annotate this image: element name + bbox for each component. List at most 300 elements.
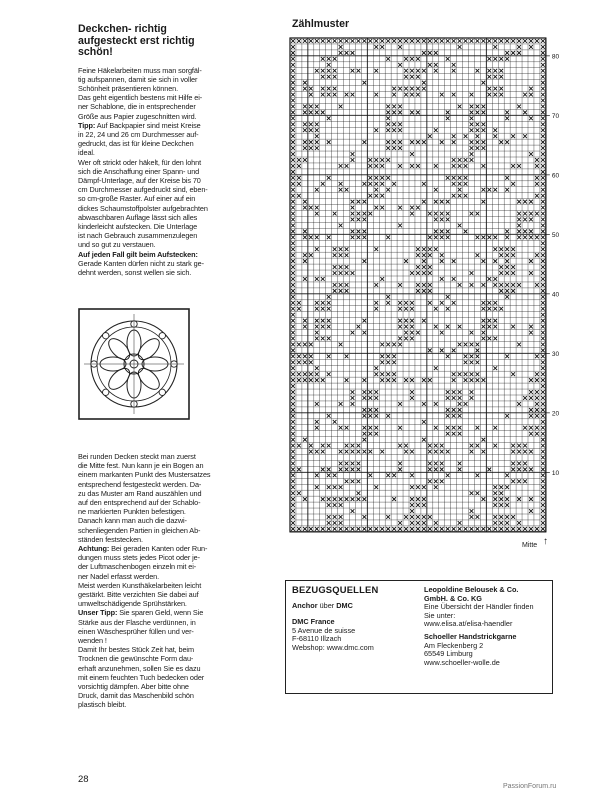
chart-stitch-x <box>380 277 384 281</box>
chart-stitch-x <box>374 39 378 43</box>
chart-stitch-x <box>345 444 349 448</box>
chart-stitch-x <box>505 140 509 144</box>
chart-stitch-x <box>470 491 474 495</box>
chart-stitch-x <box>487 39 491 43</box>
chart-stitch-x <box>291 182 295 186</box>
text-line: abwaschbaren Auflage lässt sich alles <box>78 212 198 222</box>
chart-stitch-x <box>493 39 497 43</box>
chart-stitch-x <box>291 134 295 138</box>
chart-stitch-x <box>499 283 503 287</box>
chart-stitch-x <box>541 402 545 406</box>
chart-stitch-x <box>440 218 444 222</box>
chart-stitch-x <box>416 164 420 168</box>
doily-petal <box>105 335 133 363</box>
chart-stitch-x <box>422 182 426 186</box>
chart-stitch-x <box>416 75 420 79</box>
chart-stitch-x <box>291 307 295 311</box>
chart-stitch-x <box>541 301 545 305</box>
chart-stitch-x <box>535 414 539 418</box>
chart-stitch-x <box>303 200 307 204</box>
chart-stitch-x <box>493 366 497 370</box>
chart-stitch-x <box>297 360 301 364</box>
chart-stitch-x <box>386 57 390 61</box>
chart-stitch-x <box>428 39 432 43</box>
sources-box <box>285 580 553 694</box>
chart-stitch-x <box>476 140 480 144</box>
chart-stitch-x <box>499 521 503 525</box>
chart-stitch-x <box>446 235 450 239</box>
chart-stitch-x <box>357 218 361 222</box>
chart-stitch-x <box>368 194 372 198</box>
chart-stitch-x <box>505 521 509 525</box>
chart-stitch-x <box>291 146 295 150</box>
chart-stitch-x <box>309 140 313 144</box>
sources-left <box>292 586 410 653</box>
chart-stitch-x <box>428 265 432 269</box>
chart-stitch-x <box>535 354 539 358</box>
chart-stitch-x <box>541 479 545 483</box>
chart-stitch-x <box>428 450 432 454</box>
chart-stitch-x <box>392 360 396 364</box>
text-line: ideal. <box>78 148 95 158</box>
chart-stitch-x <box>315 325 319 329</box>
chart-stitch-x <box>291 69 295 73</box>
chart-stitch-x <box>315 307 319 311</box>
chart-stitch-x <box>291 271 295 275</box>
chart-stitch-x <box>368 396 372 400</box>
chart-stitch-x <box>434 307 438 311</box>
chart-stitch-x <box>511 468 515 472</box>
chart-stitch-x <box>493 307 497 311</box>
chart-stitch-x <box>333 497 337 501</box>
chart-stitch-x <box>422 200 426 204</box>
chart-stitch-x <box>297 39 301 43</box>
chart-stitch-x <box>333 247 337 251</box>
chart-stitch-x <box>541 63 545 67</box>
chart-stitch-x <box>440 235 444 239</box>
chart-stitch-x <box>470 450 474 454</box>
chart-stitch-x <box>511 182 515 186</box>
chart-stitch-x <box>476 212 480 216</box>
chart-stitch-x <box>541 39 545 43</box>
chart-stitch-x <box>351 479 355 483</box>
chart-stitch-x <box>470 360 474 364</box>
chart-stitch-x <box>470 158 474 162</box>
chart-stitch-x <box>291 45 295 49</box>
chart-stitch-x <box>327 295 331 299</box>
chart-stitch-x <box>529 331 533 335</box>
chart-stitch-x <box>374 194 378 198</box>
chart-stitch-x <box>416 57 420 61</box>
chart-stitch-x <box>535 182 539 186</box>
chart-stitch-x <box>315 235 319 239</box>
chart-stitch-x <box>446 527 450 531</box>
chart-stitch-x <box>452 140 456 144</box>
text-line: Damit Ihr bestes Stück Zeit hat, beim <box>78 645 194 655</box>
chart-stitch-x <box>482 283 486 287</box>
chart-stitch-x <box>333 283 337 287</box>
chart-stitch-x <box>333 93 337 97</box>
chart-stitch-x <box>374 426 378 430</box>
doily-petal <box>135 335 163 363</box>
chart-stitch-x <box>303 128 307 132</box>
chart-stitch-x <box>339 51 343 55</box>
chart-stitch-x <box>464 176 468 180</box>
chart-stitch-x <box>386 39 390 43</box>
chart-stitch-x <box>386 301 390 305</box>
chart-stitch-x <box>297 491 301 495</box>
chart-stitch-x <box>499 75 503 79</box>
chart-stitch-x <box>303 343 307 347</box>
chart-stitch-x <box>386 473 390 477</box>
chart-stitch-x <box>511 462 515 466</box>
chart-stitch-x <box>357 444 361 448</box>
chart-stitch-x <box>315 473 319 477</box>
chart-stitch-x <box>458 527 462 531</box>
chart-stitch-x <box>422 527 426 531</box>
chart-stitch-x <box>374 182 378 186</box>
chart-stitch-x <box>386 158 390 162</box>
chart-stitch-x <box>291 366 295 370</box>
chart-stitch-x <box>482 307 486 311</box>
chart-stitch-x <box>363 331 367 335</box>
chart-stitch-x <box>470 331 474 335</box>
doily-template-illustration <box>78 308 190 420</box>
chart-stitch-x <box>464 343 468 347</box>
chart-stitch-x <box>434 39 438 43</box>
chart-stitch-x <box>291 325 295 329</box>
chart-stitch-x <box>309 206 313 210</box>
chart-stitch-x <box>327 75 331 79</box>
chart-stitch-x <box>535 378 539 382</box>
chart-stitch-x <box>392 146 396 150</box>
chart-stitch-x <box>398 301 402 305</box>
chart-stitch-x <box>493 87 497 91</box>
chart-stitch-x <box>374 390 378 394</box>
chart-stitch-x <box>291 241 295 245</box>
chart-stitch-x <box>452 378 456 382</box>
chart-stitch-x <box>511 265 515 269</box>
chart-stitch-x <box>309 253 313 257</box>
chart-stitch-x <box>410 212 414 216</box>
chart-stitch-x <box>321 75 325 79</box>
chart-stitch-x <box>291 140 295 144</box>
chart-stitch-x <box>380 372 384 376</box>
chart-stitch-x <box>505 485 509 489</box>
chart-stitch-x <box>291 438 295 442</box>
chart-stitch-x <box>434 164 438 168</box>
chart-stitch-x <box>291 170 295 174</box>
chart-stitch-x <box>505 230 509 234</box>
chart-stitch-x <box>327 521 331 525</box>
chart-stitch-x <box>321 319 325 323</box>
chart-stitch-x <box>327 116 331 120</box>
chart-stitch-x <box>541 194 545 198</box>
chart-stitch-x <box>529 200 533 204</box>
chart-stitch-x <box>404 301 408 305</box>
chart-stitch-x <box>363 230 367 234</box>
text-line: plastisch bleibt. <box>78 700 127 710</box>
chart-stitch-x <box>493 319 497 323</box>
chart-stitch-x <box>517 218 521 222</box>
chart-stitch-x <box>434 485 438 489</box>
chart-stitch-x <box>339 224 343 228</box>
chart-stitch-x <box>422 51 426 55</box>
chart-stitch-x <box>464 230 468 234</box>
chart-stitch-x <box>482 140 486 144</box>
chart-stitch-x <box>315 372 319 376</box>
chart-stitch-x <box>541 420 545 424</box>
chart-stitch-x <box>303 146 307 150</box>
chart-stitch-x <box>541 152 545 156</box>
chart-stitch-x <box>529 378 533 382</box>
chart-stitch-x <box>505 247 509 251</box>
chart-stitch-x <box>535 235 539 239</box>
chart-stitch-x <box>505 176 509 180</box>
row-label: 10 <box>551 469 560 477</box>
chart-stitch-x <box>404 337 408 341</box>
chart-stitch-x <box>487 319 491 323</box>
chart-stitch-x <box>452 93 456 97</box>
chart-stitch-x <box>398 206 402 210</box>
chart-stitch-x <box>327 527 331 531</box>
chart-stitch-x <box>315 206 319 210</box>
chart-stitch-x <box>470 39 474 43</box>
chart-stitch-x <box>529 235 533 239</box>
chart-stitch-x <box>374 158 378 162</box>
chart-stitch-x <box>458 468 462 472</box>
chart-stitch-x <box>309 378 313 382</box>
chart-stitch-x <box>464 164 468 168</box>
chart-stitch-x <box>446 230 450 234</box>
chart-stitch-x <box>499 503 503 507</box>
chart-stitch-x <box>452 432 456 436</box>
chart-stitch-x <box>315 426 319 430</box>
chart-stitch-x <box>327 497 331 501</box>
chart-stitch-x <box>339 462 343 466</box>
bold-heading: Auf jeden Fall gilt beim Aufstecken: <box>78 249 198 259</box>
chart-stitch-x <box>511 515 515 519</box>
chart-stitch-x <box>541 99 545 103</box>
chart-stitch-x <box>374 45 378 49</box>
chart-stitch-x <box>446 450 450 454</box>
chart-stitch-x <box>357 450 361 454</box>
chart-stitch-x <box>446 295 450 299</box>
chart-stitch-x <box>541 515 545 519</box>
chart-stitch-x <box>493 69 497 73</box>
chart-stitch-x <box>291 235 295 239</box>
chart-stitch-x <box>482 325 486 329</box>
headline-line: aufgesteckt erst richtig <box>78 34 195 47</box>
chart-stitch-x <box>434 128 438 132</box>
chart-stitch-x <box>363 396 367 400</box>
chart-stitch-x <box>458 176 462 180</box>
chart-stitch-x <box>333 485 337 489</box>
text-line: Bei runden Decken steckt man zuerst <box>78 452 196 461</box>
chart-stitch-x <box>386 378 390 382</box>
chart-stitch-x <box>339 521 343 525</box>
chart-stitch-x <box>416 69 420 73</box>
chart-stitch-x <box>404 93 408 97</box>
chart-stitch-x <box>529 414 533 418</box>
mitte-label: Mitte <box>522 542 538 549</box>
chart-stitch-x <box>333 265 337 269</box>
chart-stitch-x <box>470 93 474 97</box>
chart-stitch-x <box>410 325 414 329</box>
chart-stitch-x <box>422 319 426 323</box>
article-body <box>78 66 220 278</box>
chart-stitch-x <box>470 283 474 287</box>
supplier-name: GmbH. & Co. KG <box>424 593 482 603</box>
chart-stitch-x <box>291 57 295 61</box>
chart-stitch-x <box>535 176 539 180</box>
chart-stitch-x <box>315 277 319 281</box>
chart-stitch-x <box>422 485 426 489</box>
chart-stitch-x <box>476 134 480 138</box>
chart-stitch-x <box>339 188 343 192</box>
chart-stitch-x <box>392 111 396 115</box>
chart-stitch-x <box>327 503 331 507</box>
chart-stitch-x <box>386 111 390 115</box>
chart-stitch-x <box>291 444 295 448</box>
chart-stitch-x <box>363 81 367 85</box>
chart-stitch-x <box>404 75 408 79</box>
chart-stitch-x <box>446 390 450 394</box>
chart-stitch-x <box>321 307 325 311</box>
chart-stitch-x <box>339 503 343 507</box>
chart-stitch-x <box>297 444 301 448</box>
chart-stitch-x <box>464 134 468 138</box>
chart-stitch-x <box>541 224 545 228</box>
chart-stitch-x <box>357 235 361 239</box>
text-line: schenliegenden Partien in gleichen Ab- <box>78 525 201 535</box>
chart-stitch-x <box>487 277 491 281</box>
chart-stitch-x <box>452 158 456 162</box>
chart-stitch-x <box>339 164 343 168</box>
chart-stitch-x <box>374 206 378 210</box>
chart-stitch-x <box>404 39 408 43</box>
chart-stitch-x <box>529 212 533 216</box>
chart-stitch-x <box>303 140 307 144</box>
chart-stitch-x <box>327 319 331 323</box>
chart-stitch-x <box>434 527 438 531</box>
chart-stitch-x <box>541 337 545 341</box>
chart-stitch-x <box>309 146 313 150</box>
chart-stitch-x <box>422 521 426 525</box>
chart-stitch-x <box>398 402 402 406</box>
chart-stitch-x <box>363 235 367 239</box>
chart-stitch-x <box>422 402 426 406</box>
chart-stitch-x <box>327 69 331 73</box>
chart-stitch-x <box>541 414 545 418</box>
chart-stitch-x <box>398 462 402 466</box>
chart-stitch-x <box>529 450 533 454</box>
chart-stitch-x <box>392 140 396 144</box>
chart-stitch-x <box>440 301 444 305</box>
chart-stitch-x <box>541 241 545 245</box>
chart-stitch-x <box>386 235 390 239</box>
chart-stitch-x <box>517 462 521 466</box>
text-fragment: über <box>317 600 337 610</box>
chart-stitch-x <box>482 319 486 323</box>
chart-stitch-x <box>380 176 384 180</box>
chart-stitch-x <box>470 343 474 347</box>
chart-stitch-x <box>529 230 533 234</box>
chart-stitch-x <box>541 105 545 109</box>
chart-stitch-x <box>392 372 396 376</box>
chart-stitch-x <box>398 307 402 311</box>
headline-line: schön! <box>78 46 113 58</box>
chart-stitch-x <box>357 69 361 73</box>
chart-stitch-x <box>291 319 295 323</box>
chart-stitch-x <box>541 432 545 436</box>
chart-stitch-x <box>476 39 480 43</box>
chart-stitch-x <box>374 396 378 400</box>
chart-stitch-x <box>541 456 545 460</box>
chart-stitch-x <box>315 69 319 73</box>
chart-stitch-x <box>452 408 456 412</box>
row-label: 30 <box>551 350 560 358</box>
chart-stitch-x <box>309 343 313 347</box>
chart-stitch-x <box>428 349 432 353</box>
chart-stitch-x <box>458 396 462 400</box>
chart-stitch-x <box>428 462 432 466</box>
chart-stitch-x <box>482 438 486 442</box>
chart-stitch-x <box>327 414 331 418</box>
chart-stitch-x <box>291 176 295 180</box>
chart-stitch-x <box>446 408 450 412</box>
chart-stitch-x <box>291 200 295 204</box>
chart-stitch-x <box>511 372 515 376</box>
chart-stitch-x <box>470 390 474 394</box>
chart-stitch-x <box>434 247 438 251</box>
chart-stitch-x <box>404 527 408 531</box>
chart-stitch-x <box>345 271 349 275</box>
chart-stitch-x <box>470 152 474 156</box>
chart-stitch-x <box>327 176 331 180</box>
chart-stitch-x <box>374 176 378 180</box>
chart-stitch-x <box>291 81 295 85</box>
chart-stitch-x <box>339 468 343 472</box>
chart-stitch-x <box>541 182 545 186</box>
chart-stitch-x <box>493 57 497 61</box>
chart-stitch-x <box>541 69 545 73</box>
chart-stitch-x <box>363 527 367 531</box>
chart-stitch-x <box>476 128 480 132</box>
text-line: Gerade Kanten dürfen nicht zu stark ge- <box>78 258 204 268</box>
chart-stitch-x <box>416 140 420 144</box>
chart-stitch-x <box>482 235 486 239</box>
chart-stitch-x <box>368 39 372 43</box>
chart-stitch-x <box>404 444 408 448</box>
chart-stitch-x <box>398 343 402 347</box>
address-line: Eine Übersicht der Händler finden <box>424 602 534 612</box>
text-line: einen Wäschesprüher füllen und ver- <box>78 626 194 636</box>
chart-stitch-x <box>291 372 295 376</box>
chart-stitch-x <box>339 253 343 257</box>
chart-stitch-x <box>541 122 545 126</box>
chart-stitch-x <box>315 527 319 531</box>
chart-stitch-x <box>422 497 426 501</box>
chart-stitch-x <box>541 188 545 192</box>
chart-stitch-x <box>351 93 355 97</box>
chart-stitch-x <box>541 354 545 358</box>
chart-stitch-x <box>541 57 545 61</box>
row-label: 70 <box>551 112 560 120</box>
pin-marker <box>159 333 165 339</box>
chart-stitch-x <box>517 230 521 234</box>
chart-stitch-x <box>541 313 545 317</box>
